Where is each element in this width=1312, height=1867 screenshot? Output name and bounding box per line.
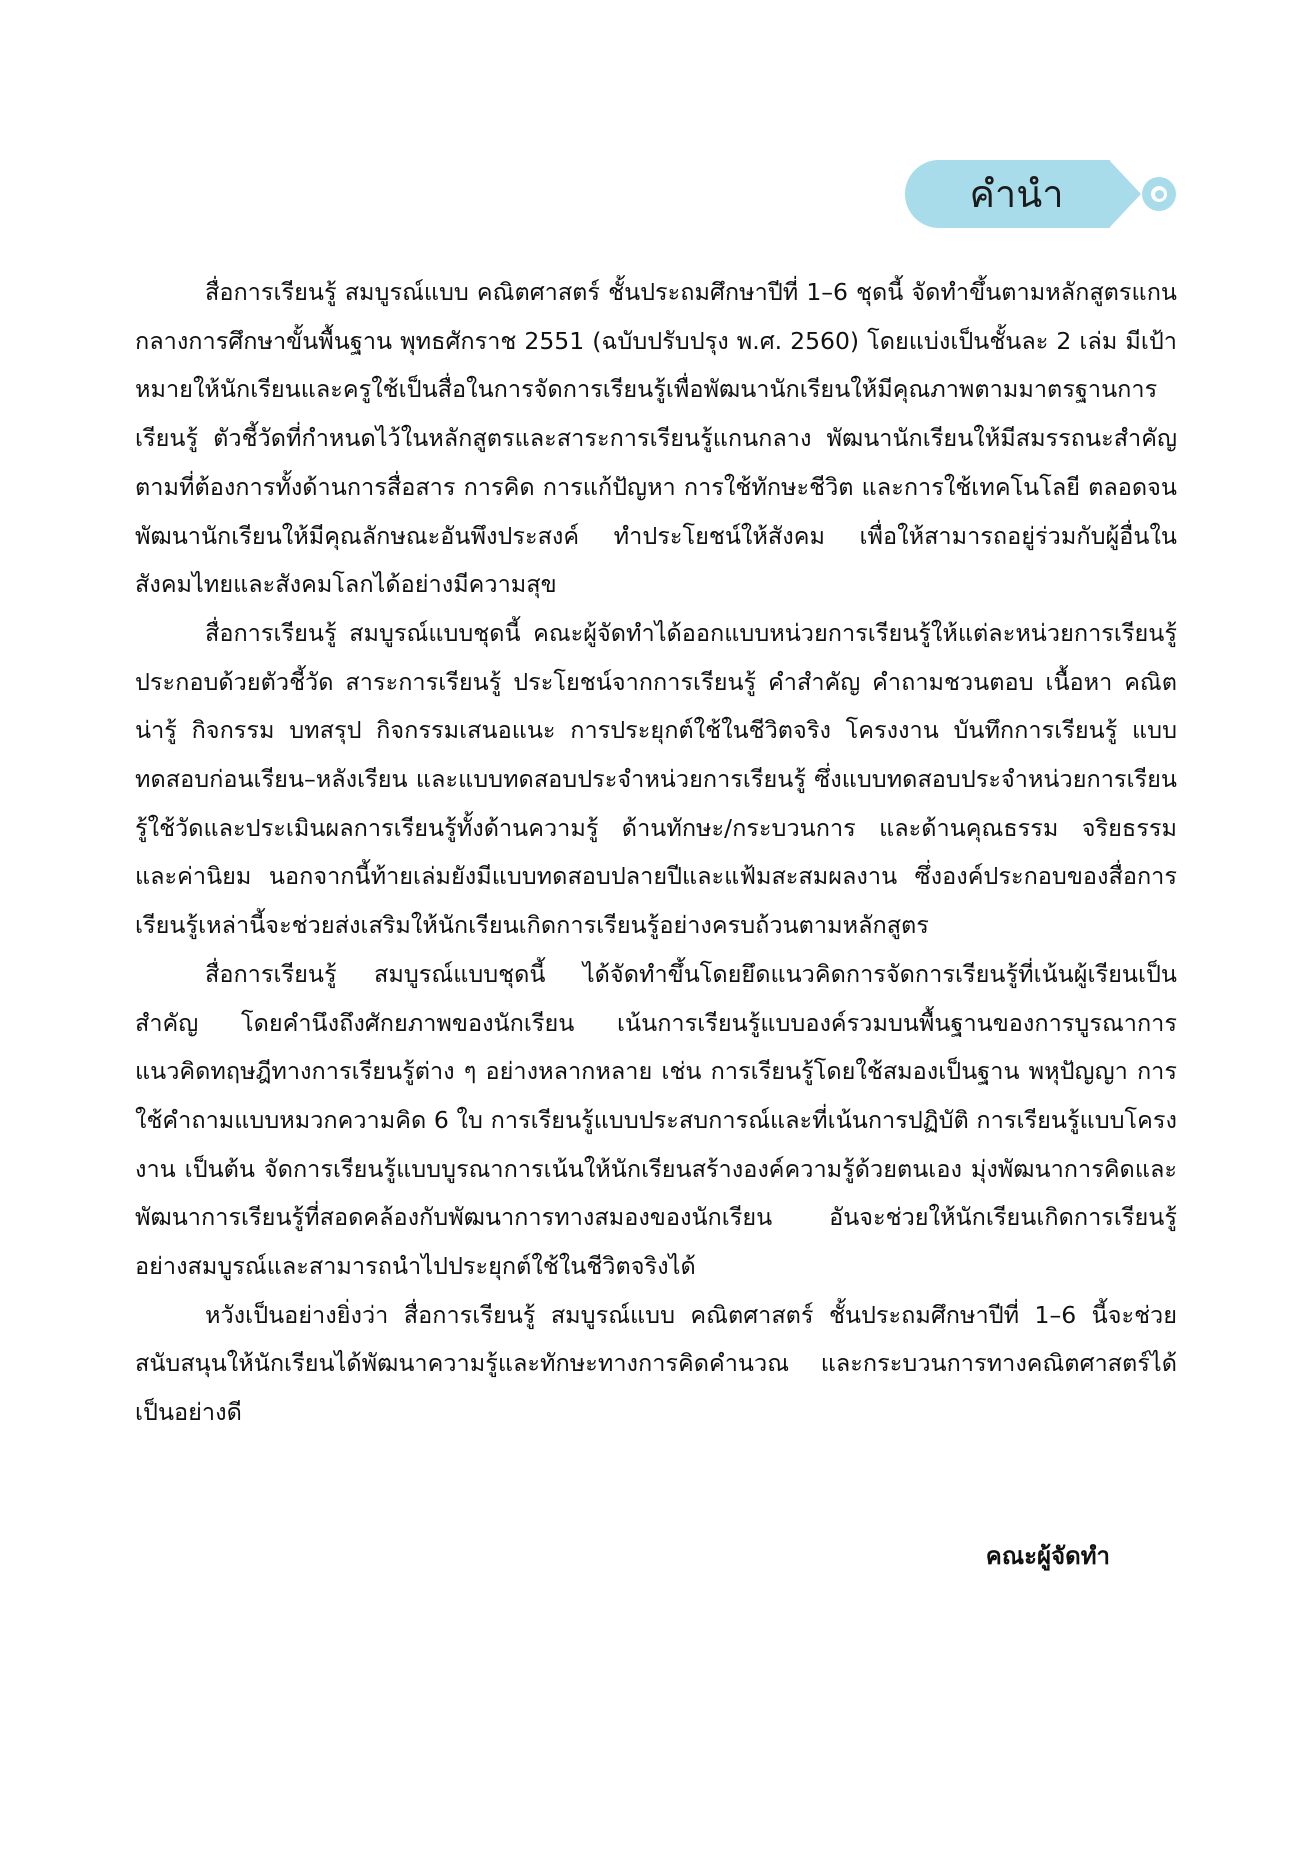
target-circle-icon [1142,177,1176,211]
title-tag [905,160,1175,228]
paragraph-1: สื่อการเรียนรู้ สมบูรณ์แบบ คณิตศาสตร์ ชั้นประถมศึกษาปีที่ 1–6 ชุดนี้ จัดทำขึ้นตามหลักสูตรแกนกลางการศึกษาขั้นพื้นฐาน พุทธศักราช 2551 (ฉบับปรับปรุง พ.ศ. 2560) โดยแบ่งเป็นชั้นละ 2 เล่ม มีเป้าหมายให้นักเรียนและครูใช้เป็นสื่อในการจัดการเรียนรู้เพื่อพัฒนานักเรียนให้มีคุณภาพตามมาตรฐานการเรียนรู้ ตัวชี้วัดที่กำหนดไว้ในหลักสูตรและสาระการเรียนรู้แกนกลาง พัฒนานักเรียนให้มีสมรรถนะสำคัญตามที่ต้องการทั้งด้านการสื่อสาร การคิด การแก้ปัญหา การใช้ทักษะชีวิต และการใช้เทคโนโลยี ตลอดจนพัฒนานักเรียนให้มีคุณลักษณะอันพึงประสงค์ ทำประโยชน์ให้สังคม เพื่อให้สามารถอยู่ร่วมกับผู้อื่นในสังคมไทยและสังคมโลกได้อย่างมีความสุข [135,278,1177,599]
title-pointer-shape [1109,160,1141,228]
paragraph-3: สื่อการเรียนรู้ สมบูรณ์แบบชุดนี้ ได้จัดทำขึ้นโดยยึดแนวคิดการจัดการเรียนรู้ที่เน้นผู้เรียนเป็นสำคัญ โดยคำนึงถึงศักยภาพของนักเรียน เน้นการเรียนรู้แบบองค์รวมบนพื้นฐานของการบูรณาการแนวคิดทฤษฎีทางการเรียนรู้ต่าง ๆ อย่างหลากหลาย เช่น การเรียนรู้โดยใช้สมองเป็นฐาน พหุปัญญา การใช้คำถามแบบหมวกความคิด 6 ใบ การเรียนรู้แบบประสบการณ์และที่เน้นการปฏิบัติ การเรียนรู้แบบโครงงาน เป็นต้น จัดการเรียนรู้แบบบูรณาการเน้นให้นักเรียนสร้างองค์ความรู้ด้วยตนเอง มุ่งพัฒนาการคิดและพัฒนาการเรียนรู้ที่สอดคล้องกับพัฒนาการทางสมองของนักเรียน อันจะช่วยให้นักเรียนเกิดการเรียนรู้อย่างสมบูรณ์และสามารถนำไปประยุกต์ใช้ในชีวิตจริงได้ [135,959,1177,1281]
title-pill [905,160,1110,228]
preface-body [135,268,1177,1437]
paragraph-2: สื่อการเรียนรู้ สมบูรณ์แบบชุดนี้ คณะผู้จัดทำได้ออกแบบหน่วยการเรียนรู้ให้แต่ละหน่วยการเรียนรู้ประกอบด้วยตัวชี้วัด สาระการเรียนรู้ ประโยชน์จากการเรียนรู้ คำสำคัญ คำถามชวนตอบ เนื้อหา คณิตน่ารู้ กิจกรรม บทสรุป กิจกรรมเสนอแนะ การประยุกต์ใช้ในชีวิตจริง โครงงาน บันทึกการเรียนรู้ แบบทดสอบก่อนเรียน–หลังเรียน และแบบทดสอบประจำหน่วยการเรียนรู้ ซึ่งแบบทดสอบประจำหน่วยการเรียนรู้ใช้วัดและประเมินผลการเรียนรู้ทั้งด้านความรู้ ด้านทักษะ/กระบวนการ และด้านคุณธรรม จริยธรรม และค่านิยม นอกจากนี้ท้ายเล่มยังมีแบบทดสอบปลายปีและแฟ้มสะสมผลงาน ซึ่งองค์ประกอบของสื่อการเรียนรู้เหล่านี้จะช่วยส่งเสริมให้นักเรียนเกิดการเรียนรู้อย่างครบถ้วนตามหลักสูตร [135,618,1177,940]
paragraph-4: หวังเป็นอย่างยิ่งว่า สื่อการเรียนรู้ สมบูรณ์แบบ คณิตศาสตร์ ชั้นประถมศึกษาปีที่ 1–6 นี้จะช่วยสนับสนุนให้นักเรียนได้พัฒนาความรู้และทักษะทางการคิดคำนวณ และกระบวนการทางคณิตศาสตร์ได้เป็นอย่างดี [135,1300,1177,1427]
signature: คณะผู้จัดทำ [985,1542,1110,1570]
page-title: คำนำ [969,172,1064,216]
